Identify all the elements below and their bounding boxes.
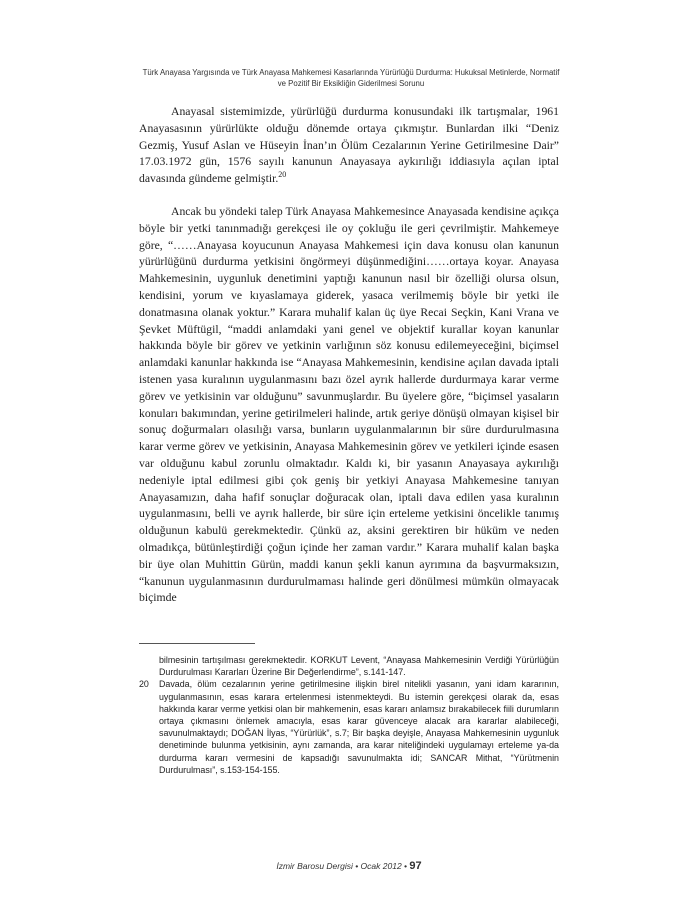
footnote-ref-20[interactable]: 20 [278,170,287,180]
running-header [120,67,582,89]
paragraph-1-text: Anayasal sistemimizde, yürürlüğü durdurma konusundaki ilk tartışmalar, 1961 Anayasasının yürürlükte olduğu dönemde ortaya çıkmıştır. Bunlardan ilki “Deniz Gezmiş, Yusuf Aslan ve Hüseyin İnan’ın Ölüm Cezalarının Yerine Getirilmesine Dair” 17.03.1972 gün, 1576 sayılı kanunun Anayasaya aykırılığı iddiasıyla açılan iptal davasında gündeme gelmiştir. [139,105,559,186]
page-number: 97 [409,860,422,872]
footnotes [139,654,559,776]
footnote-number: 20 [139,679,149,690]
journal-name: İzmir Barosu Dergisi • Ocak 2012 • [276,861,408,871]
running-header-line-2: ve Pozitif Bir Eksikliğin Giderilmesi Sorunu [277,79,425,88]
running-header-line-1: Türk Anayasa Yargısında ve Türk Anayasa Mahkemesi Kasarlarında Yürürlüğü Durdurma: Hukuksal Metinlerde, Normatif [142,68,560,77]
paragraph-2: Ancak bu yöndeki talep Türk Anayasa Mahkemesince Anayasada kendisine açıkça böyle bir yetki tanınmadığı gerekçesi ile oy çokluğu ile geri çevrilmiştir. Mahkemeye göre, “……Anayasa koyucunun Anayasa Mahkemesi için dava konusu olan kanunun yürürlüğünü durdurma yetkisini öngörmeyi düşünmediğini……ortaya koyar. Anayasa Mahkemesinin, uygunluk denetimini yaptığı kanunun nasıl bir özelliği olursa olsun, kendisini, yorum ve kıyaslamaya giderek, yasaca verilmemiş böyle bir yetki ile donatmasına olanak yoktur.” Karara muhalif kalan üç üye Recai Seçkin, Kani Vrana ve Şevket Müftügil, “maddi anlamdaki yani genel ve objektif kurallar koyan kanunlar hakkında böyle bir görev ve yetkinin varlığının söz konusu edilemeyeceğini, biçimsel anlamdaki kanunlar hakkında ise “Anayasa Mahkemesinin, kendisine açılan davada iptali istenen yasa kuralının uygulanmasını bazı özel ayrık hallerde durdurmaya karar verme görev ve yetkisinin var olduğunu” savunmuşlardır. Bu üyelere göre, “biçimsel yasaların konuları bakımından, yerine getirilmeleri halinde, artık geriye dönüşü olmayan kişisel bir sonuç doğurmaları olasılığı varsa, bunların uygulanmalarının bir süre durdurulmasına karar verme görev ve yetkisinin, Anayasa Mahkemesinin görev ve yetkileri içinde esasen var olduğunu kabul zorunlu olmaktadır. Kaldı ki, bir yasanın Anayasaya aykırılığı nedeniyle iptal edilmesi gibi çok geniş bir yetkiyi Anayasa Mahkemesine tanıyan Anayasamızın, daha hafif sonuçlar doğuracak olan, iptali dava edilen yasa kuralının uygulanmasını, belli ve ayrık hallerde, bir süre için erteleme yetkisini öncelikle tanımış olduğunun kabulü gerekmektedir. Çünkü az, aksini gerektiren bir hüküm ve neden olmadıkça, bütünleştirdiği çoğun içinde her zaman vardır.” Karara muhalif kalan başka bir üye olan Muhittin Gürün, maddi kanun şekli kanun ayrımına da başvurmaksızın, “kanunun uygulanmasının durdurulmaması halinde geri dönülmesi mümkün olmayacak biçimde [139,204,559,605]
footnote-separator [139,643,255,644]
footnote-continuation: bilmesinin tartışılması gerekmektedir. KORKUT Levent, “Anayasa Mahkemesinin Verdiği Yürürlüğün Durdurulması Kararları Üzerine Bir Değerlendirme”, s.141-147. [159,655,559,678]
page-footer [139,860,559,872]
footnote-20 [139,678,559,776]
body-text [139,104,559,607]
paragraph-1 [139,104,559,188]
footnote-text: Davada, ölüm cezalarının yerine getirilmesine ilişkin birel nitelikli yasanın, yani idam kararının, uygulanmasının, esas karara ertelenmesi istenmekteydi. Bu istemin gerekçesi olarak da, esas hakkında karar verme yetkisi olan bir mahkemenin, esas kararı anlamsız bırakabilecek fiili durumların ortaya çıkmasını önlemek amacıyla, esas karar güvenceye alacak ara kararlar alabileceği, savunulmaktaydı; DOĞAN İlyas, “Yürürlük”, s.7; Bir başka deyişle, Anayasa Mahkemesinin uygunluk denetiminde bulunma yetkisinin, aynı zamanda, ara karar niteliğindeki uygulamayı erteleme ya-da durdurma kararı vermesini de kapsadığı savunulmakta idi; SANCAR Mithat, “Yürütmenin Durdurulması”, s.153-154-155. [159,679,559,775]
